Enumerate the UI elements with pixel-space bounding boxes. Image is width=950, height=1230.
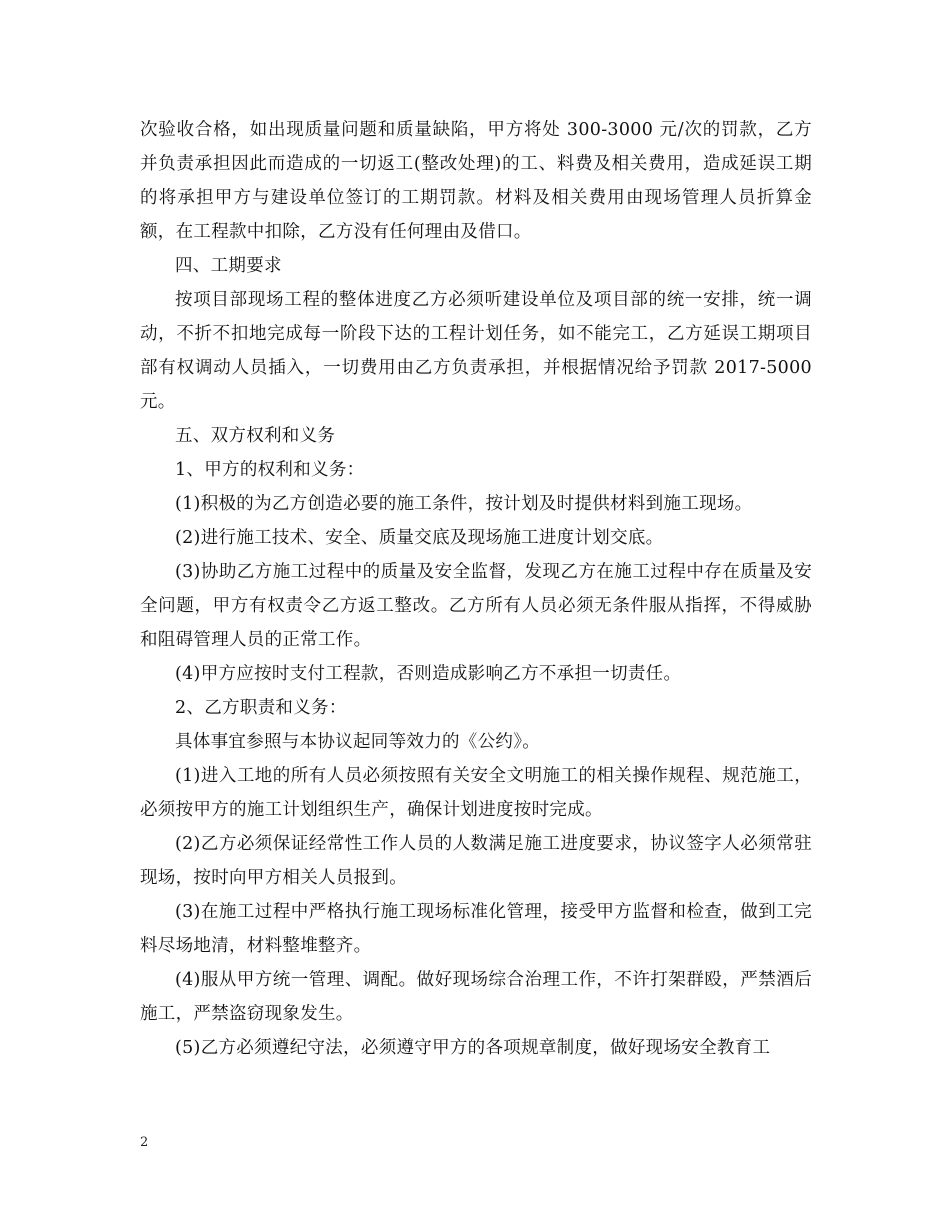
paragraph-quality-penalty: 次验收合格，如出现质量问题和质量缺陷，甲方将处 300-3000 元/次的罚款，乙方并负责承担因此而造成的一切返工(整改处理)的工、料费及相关费用，造成延误工期的将承担甲方与建设单位签订的工期罚款。材料及相关费用由现场管理人员折算金额，在工程款中扣除，乙方没有任何理由及借口。 <box>140 120 812 242</box>
paragraph-schedule: 按项目部现场工程的整体进度乙方必须听建设单位及项目部的统一安排，统一调动，不折不扣地完成每一阶段下达的工程计划任务，如不能完工，乙方延误工期项目部有权调动人员插入，一切费用由乙方负责承担，并根据情况给予罚款 2017-5000 元。 <box>140 290 812 412</box>
list-item-b2: (2)乙方必须保证经常性工作人员的人数满足施工进度要求，协议签字人必须常驻现场，按时向甲方相关人员报到。 <box>140 834 812 888</box>
page-number: 2 <box>140 1135 149 1150</box>
list-item-a1: (1)积极的为乙方创造必要的施工条件，按计划及时提供材料到施工现场。 <box>175 494 753 514</box>
paragraph-convention-reference: 具体事宜参照与本协议起同等效力的《公约》。 <box>175 732 541 752</box>
list-item-b1: (1)进入工地的所有人员必须按照有关安全文明施工的相关操作规程、规范施工，必须按甲方的施工计划组织生产，确保计划进度按时完成。 <box>140 766 812 820</box>
list-item-a3: (3)协助乙方施工过程中的质量及安全监督，发现乙方在施工过程中存在质量及安全问题，甲方有权责令乙方返工整改。乙方所有人员必须无条件服从指挥，不得威胁和阻碍管理人员的正常工作。 <box>140 562 812 650</box>
subheading-party-b: 2、乙方职责和义务： <box>175 698 347 718</box>
list-item-a4: (4)甲方应按时支付工程款，否则造成影响乙方不承担一切责任。 <box>175 664 682 684</box>
heading-schedule-requirements: 四、工期要求 <box>175 256 282 276</box>
document-body <box>140 113 812 1065</box>
list-item-a2: (2)进行施工技术、安全、质量交底及现场施工进度计划交底。 <box>175 528 664 548</box>
list-item-b4: (4)服从甲方统一管理、调配。做好现场综合治理工作，不许打架群殴，严禁酒后施工，严禁盗窃现象发生。 <box>140 970 812 1024</box>
list-item-b5: (5)乙方必须遵纪守法，必须遵守甲方的各项规章制度，做好现场安全教育工 <box>175 1038 771 1058</box>
heading-rights-obligations: 五、双方权利和义务 <box>175 426 336 446</box>
subheading-party-a: 1、甲方的权利和义务： <box>175 460 365 480</box>
list-item-b3: (3)在施工过程中严格执行施工现场标准化管理，接受甲方监督和检查，做到工完料尽场地清，材料整堆整齐。 <box>140 902 812 956</box>
